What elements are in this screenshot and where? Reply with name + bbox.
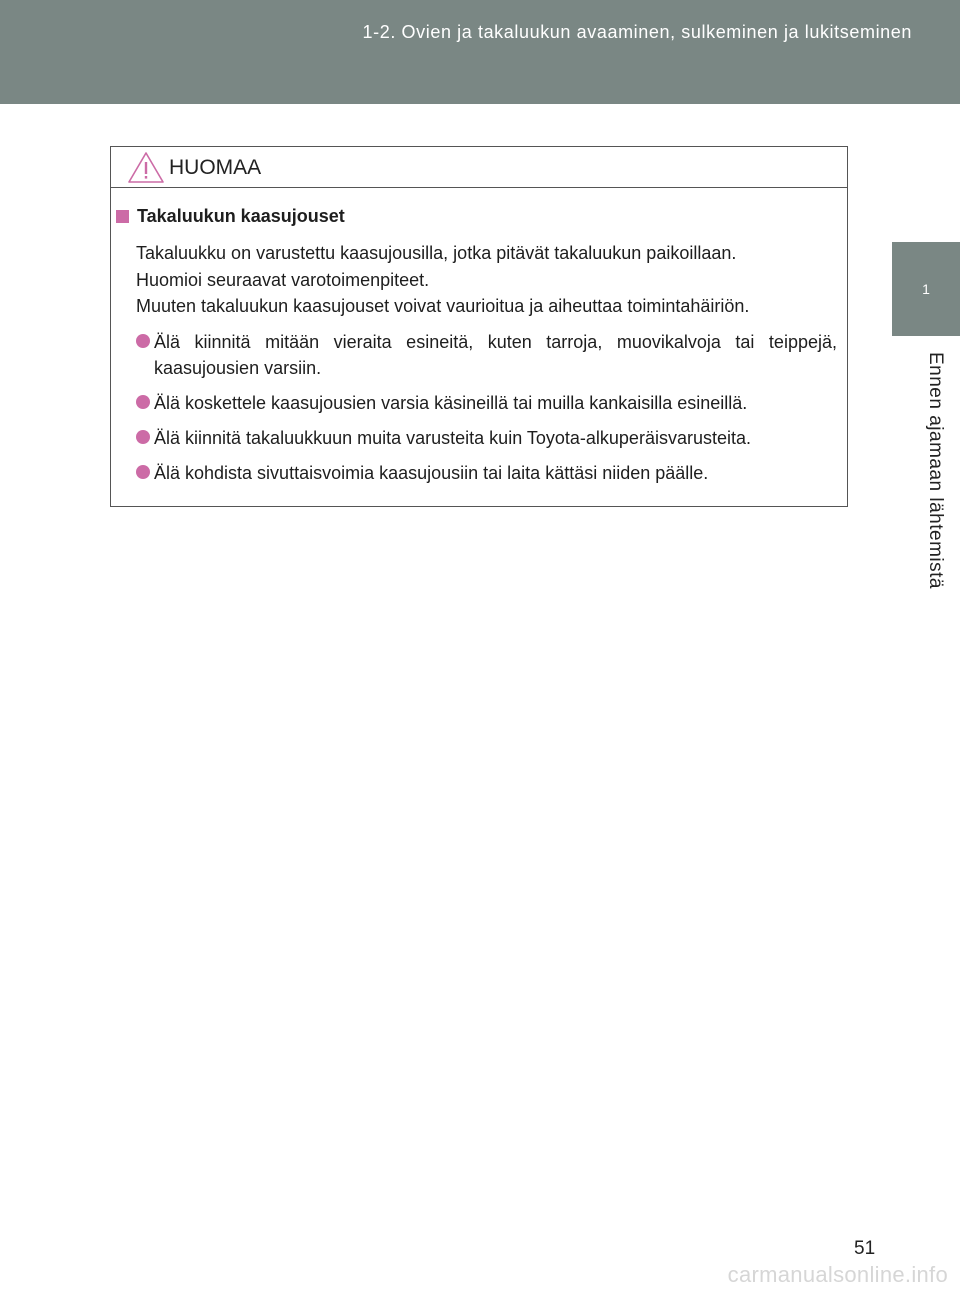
bullet-dot-icon: [136, 430, 150, 444]
bullet-dot-icon: [136, 395, 150, 409]
bullet-text: Älä kiinnitä takaluukkuun muita varusteita kuin Toyota-alkuperäisvarusteita.: [154, 427, 751, 448]
paragraph-line: Huomioi seuraavat varotoimenpiteet.: [136, 269, 430, 290]
section-side-title: Ennen ajamaan lähtemistä: [925, 351, 946, 589]
chapter-title: 1-2. Ovien ja takaluukun avaaminen, sulkeminen ja lukitseminen: [362, 22, 912, 42]
watermark: carmanualsonline.info: [727, 1262, 948, 1287]
paragraph-line: Takaluukku on varustettu kaasujousilla, jotka pitävät takaluukun paikoillaan.: [136, 243, 737, 263]
chapter-number: 1: [922, 281, 930, 297]
page-header: [0, 0, 960, 104]
bullet-item: [136, 390, 837, 416]
subheading-text: Takaluukun kaasujouset: [137, 206, 345, 226]
warning-triangle-icon: [127, 151, 165, 184]
bullet-text: Älä kiinnitä mitään vieraita esineitä, kuten tarroja, muovikalvoja tai teippejä, kaasujousien varsiin.: [154, 331, 837, 378]
bullet-item: [136, 425, 837, 451]
caution-header: [111, 147, 847, 188]
bullet-text: Älä kohdista sivuttaisvoimia kaasujousiin tai laita kättäsi niiden päälle.: [154, 462, 709, 483]
bullet-text: Älä koskettele kaasujousien varsia käsineillä tai muilla kankaisilla esineillä.: [154, 392, 748, 413]
caution-subheading: [136, 204, 837, 228]
bullet-item: [136, 460, 837, 486]
caution-label: HUOMAA: [169, 156, 262, 179]
caution-paragraph: [136, 240, 837, 320]
bullet-dot-icon: [136, 465, 150, 479]
bullet-item: [136, 329, 837, 381]
bullet-dot-icon: [136, 334, 150, 348]
caution-body: [111, 188, 847, 486]
paragraph-line: Muuten takaluukun kaasujouset voivat vaurioitua ja aiheuttaa toimintahäiriön.: [136, 296, 750, 316]
square-bullet-icon: [116, 210, 129, 223]
chapter-tab: [892, 242, 960, 336]
caution-box: [110, 146, 848, 507]
page-number: 51: [854, 1238, 876, 1259]
